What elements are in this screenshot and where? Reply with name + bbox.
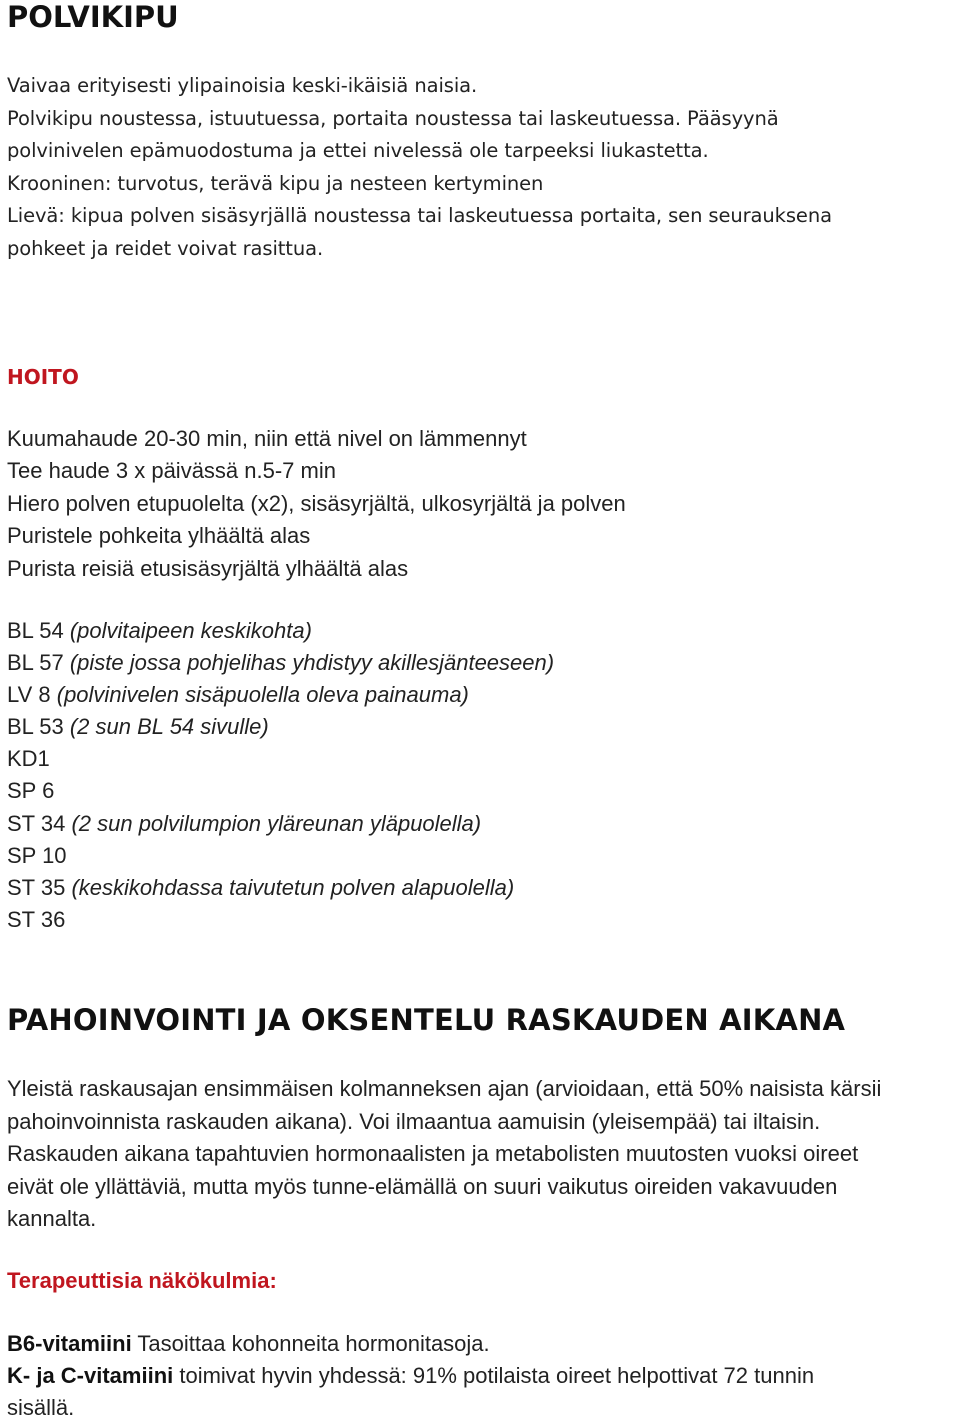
acupoint-note: (keskikohdassa taivutetun polven alapuolella)	[71, 874, 515, 900]
acupoint-note: (polvitaipeen keskikohta)	[69, 618, 312, 643]
hoito-line: Puristele pohkeita ylhäältä alas	[7, 523, 311, 549]
intro-line: pohkeet ja reidet voivat rasittua.	[7, 236, 324, 260]
acupoint-code: BL 54	[7, 618, 64, 643]
acupoint-item	[7, 647, 956, 679]
acupoint-item	[7, 904, 956, 936]
acupoint-code: BL 53	[7, 714, 64, 740]
acupoint-item	[7, 711, 956, 743]
acupoint-note: (piste jossa pohjelihas yhdistyy akillesjänteeseen)	[69, 650, 555, 676]
acupoint-note: (2 sun BL 54 sivulle)	[69, 714, 269, 740]
acupoint-item	[7, 808, 956, 840]
acupoint-code: ST 34	[7, 810, 66, 836]
vitamin-item	[7, 1328, 956, 1360]
acupoint-list	[7, 615, 956, 936]
acupoint-item	[7, 615, 956, 647]
vitamin-name: B6-vitamiini	[7, 1331, 132, 1356]
paragraph-line: pahoinvoinnista raskauden aikana). Voi ilmaantua aamuisin (yleisempää) tai iltaisin.	[7, 1108, 821, 1134]
paragraph-line: Yleistä raskausajan ensimmäisen kolmanneksen ajan (arvioidaan, että 50% naisista kärsii	[7, 1076, 882, 1101]
hoito-line: Tee haude 3 x päivässä n.5-7 min	[7, 458, 336, 484]
hoito-line: Kuumahaude 20-30 min, niin että nivel on lämmennyt	[7, 426, 527, 451]
acupoint-item	[7, 679, 956, 711]
intro-line: Polvikipu noustessa, istuutuessa, portaita noustessa tai laskeutuessa. Pääsyynä	[7, 106, 779, 130]
therapy-heading: Terapeuttisia näkökulmia:	[7, 1268, 277, 1293]
acupoint-item	[7, 840, 956, 872]
paragraph-line: eivät ole yllättäviä, mutta myös tunne-elämällä on suuri vaikutus oireiden vakavuuden	[7, 1173, 838, 1199]
vitamin-item	[7, 1360, 956, 1392]
intro-line: polvinivelen epämuodostuma ja ettei nivelessä ole tarpeeksi liukastetta.	[7, 139, 709, 162]
vitamin-text: Tasoittaa kohonneita hormonitasoja.	[131, 1331, 490, 1356]
paragraph-line: Raskauden aikana tapahtuvien hormonaalisten ja metabolisten muutosten vuoksi oireet	[7, 1141, 859, 1166]
vitamin-list	[7, 1328, 956, 1424]
acupoint-item	[7, 743, 956, 775]
hoito-line: Purista reisiä etusisäsyrjältä ylhäältä alas	[7, 555, 409, 581]
section-title: PAHOINVOINTI JA OKSENTELU RASKAUDEN AIKANA	[7, 1003, 846, 1037]
acupoint-note: (2 sun polvilumpion yläreunan yläpuolella)	[71, 810, 482, 836]
acupoint-code: KD1	[7, 746, 50, 772]
hoito-heading: HOITO	[7, 365, 79, 389]
intro-line: Krooninen: turvotus, terävä kipu ja nesteen kertyminen	[7, 171, 544, 195]
vitamin-name: K- ja C-vitamiini	[7, 1363, 174, 1388]
acupoint-code: SP 10	[7, 842, 67, 868]
acupoint-item	[7, 872, 956, 904]
hoito-instructions	[7, 423, 956, 585]
intro-text	[7, 70, 956, 265]
acupoint-code: BL 57	[7, 650, 64, 676]
intro-line: Vaivaa erityisesti ylipainoisia keski-ikäisiä naisia.	[7, 74, 478, 97]
acupoint-code: SP 6	[7, 778, 55, 804]
acupoint-code: ST 36	[7, 906, 66, 932]
page-title: POLVIKIPU	[7, 0, 179, 34]
acupoint-code: ST 35	[7, 874, 66, 900]
intro-line: Lievä: kipua polven sisäsyrjällä noustessa tai laskeutuessa portaita, sen seurauksena	[7, 204, 832, 227]
hoito-line: Hiero polven etupuolelta (x2), sisäsyrjältä, ulkosyrjältä ja polven	[7, 490, 626, 516]
acupoint-code: LV 8	[7, 682, 51, 708]
acupoint-note: (polvinivelen sisäpuolella oleva painauma)	[56, 682, 469, 708]
vitamin-item-continued: sisällä.	[7, 1395, 75, 1420]
acupoint-item	[7, 775, 956, 807]
section-paragraph	[7, 1073, 956, 1236]
paragraph-line: kannalta.	[7, 1206, 97, 1231]
vitamin-text: toimivat hyvin yhdessä: 91% potilaista oireet helpottivat 72 tunnin	[173, 1363, 815, 1388]
